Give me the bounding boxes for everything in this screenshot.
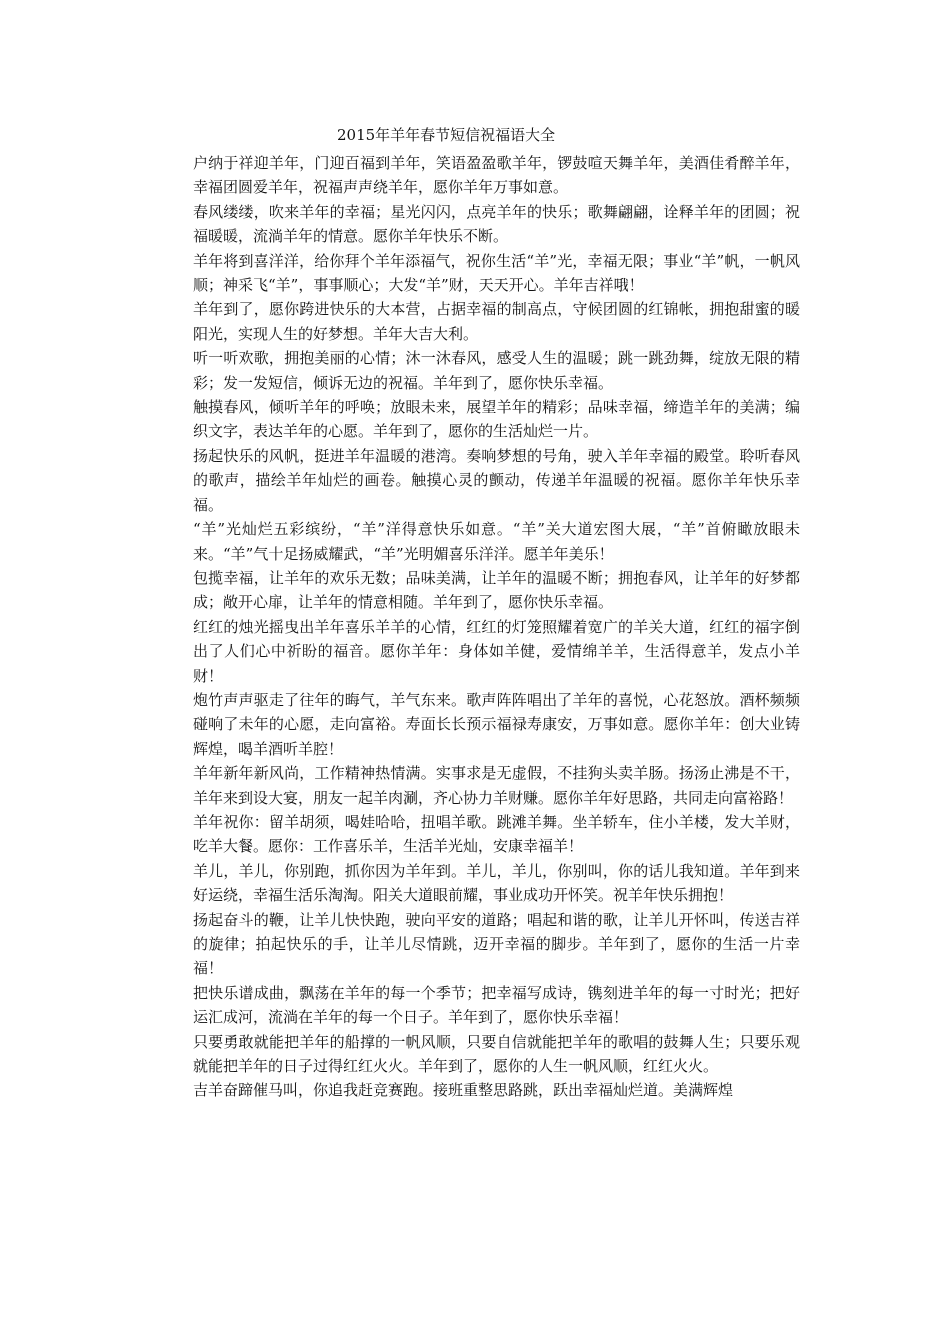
paragraph: 听一听欢歌，拥抱美丽的心情；沐一沐春风，感受人生的温暖；跳一跳劲舞，绽放无限的精彩；发一发短信，倾诉无边的祝福。羊年到了，愿你快乐幸福。 — [193, 349, 800, 392]
paragraph: 春风缕缕，吹来羊年的幸福；星光闪闪，点亮羊年的快乐；歌舞翩翩，诠释羊年的团圆；祝福暖暖，流淌羊年的情意。愿你羊年快乐不断。 — [193, 202, 800, 246]
paragraph: 羊年到了，愿你跨进快乐的大本营，占据幸福的制高点，守候团圆的红锦帐，拥抱甜蜜的暖阳光，实现人生的好梦想。羊年大吉大利。 — [193, 300, 800, 343]
paragraph: “羊”光灿烂五彩缤纷，“羊”洋得意快乐如意。“羊”关大道宏图大展，“羊”首俯瞰放眼未来。“羊”气十足扬威耀武，“羊”光明媚喜乐洋洋。愿羊年美乐！ — [193, 520, 800, 563]
paragraph: 红红的烛光摇曳出羊年喜乐羊羊的心情，红红的灯笼照耀着宽广的羊关大道，红红的福字倒出了人们心中祈盼的福音。愿你羊年：身体如羊健，爱情绵羊羊，生活得意羊，发点小羊财！ — [193, 617, 800, 685]
paragraph: 户纳于祥迎羊年，门迎百福到羊年，笑语盈盈歌羊年，锣鼓喧天舞羊年，美酒佳肴醉羊年，幸福团圆爱羊年，祝福声声绕羊年，愿你羊年万事如意。 — [193, 154, 800, 197]
paragraph: 羊年祝你：留羊胡须，喝娃哈哈，扭唱羊歌。跳滩羊舞。坐羊轿车，住小羊楼，发大羊财，吃羊大餐。愿你：工作喜乐羊，生活羊光灿，安康幸福羊！ — [193, 812, 800, 856]
paragraph: 羊年新年新风尚，工作精神热情满。实事求是无虚假，不挂狗头卖羊肠。扬汤止沸是不干，羊年来到设大宴，朋友一起羊肉涮，齐心协力羊财赚。愿你羊年好思路，共同走向富裕路！ — [193, 764, 800, 807]
paragraph: 羊年将到喜洋洋，给你拜个羊年添福气，祝你生活“羊”光，幸福无限；事业“羊”帆，一帆风顺；神采飞“羊”，事事顺心；大发“羊”财，天天开心。羊年吉祥哦！ — [193, 251, 800, 295]
paragraph: 吉羊奋蹄催马叫，你追我赶竞赛跑。接班重整思路跳，跃出幸福灿烂道。美满辉煌 — [193, 1081, 734, 1100]
document-title: 2015年羊年春节短信祝福语大全 — [337, 126, 556, 144]
paragraph: 触摸春风，倾听羊年的呼唤；放眼未来，展望羊年的精彩；品味幸福，缔造羊年的美满；编织文字，表达羊年的心愿。羊年到了，愿你的生活灿烂一片。 — [193, 398, 800, 441]
paragraph: 扬起快乐的风帆，挺进羊年温暖的港湾。奏响梦想的号角，驶入羊年幸福的殿堂。聆听春风的歌声，描绘羊年灿烂的画卷。触摸心灵的颤动，传递羊年温暖的祝福。愿你羊年快乐幸福。 — [193, 446, 800, 514]
paragraph: 包揽幸福，让羊年的欢乐无数；品味美满，让羊年的温暖不断；拥抱春风，让羊年的好梦都成；敞开心扉，让羊年的情意相随。羊年到了，愿你快乐幸福。 — [193, 568, 800, 612]
paragraph: 把快乐谱成曲，飘荡在羊年的每一个季节；把幸福写成诗，镌刻进羊年的每一寸时光；把好运汇成河，流淌在羊年的每一个日子。羊年到了，愿你快乐幸福！ — [193, 983, 800, 1027]
paragraph: 扬起奋斗的鞭，让羊儿快快跑，驶向平安的道路；唱起和谐的歌，让羊儿开怀叫，传送吉祥的旋律；拍起快乐的手，让羊儿尽情跳，迈开幸福的脚步。羊年到了，愿你的生活一片幸福！ — [193, 910, 800, 978]
document-body — [193, 151, 800, 1103]
paragraph: 炮竹声声驱走了往年的晦气，羊气东来。歌声阵阵唱出了羊年的喜悦，心花怒放。酒杯频频碰响了未年的心愿，走向富裕。寿面长长预示福禄寿康安，万事如意。愿你羊年：创大业铸辉煌，喝羊酒听羊腔！ — [193, 690, 800, 758]
paragraph: 只要勇敢就能把羊年的船撑的一帆风顺，只要自信就能把羊年的歌唱的鼓舞人生；只要乐观就能把羊年的日子过得红红火火。羊年到了，愿你的人生一帆风顺，红红火火。 — [193, 1032, 800, 1076]
paragraph: 羊儿，羊儿，你别跑，抓你因为羊年到。羊儿，羊儿，你别叫，你的话儿我知道。羊年到来好运绕，幸福生活乐淘淘。阳关大道眼前耀，事业成功开怀笑。祝羊年快乐拥抱！ — [193, 861, 800, 905]
